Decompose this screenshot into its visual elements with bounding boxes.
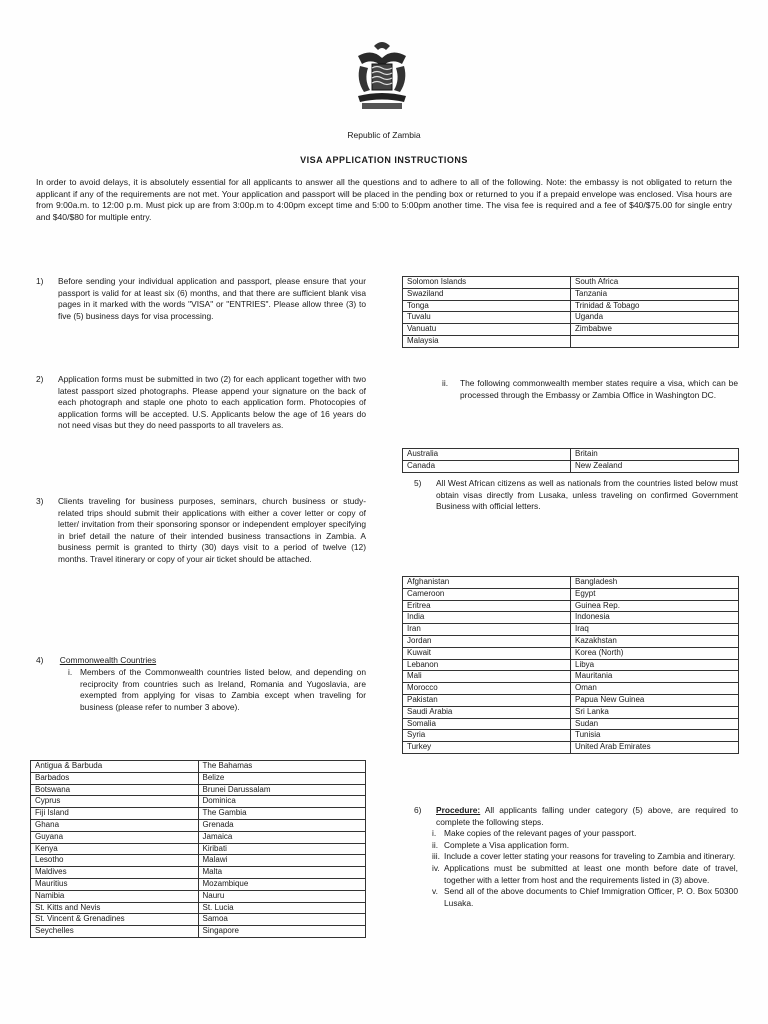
table-row [31,796,366,808]
commonwealth-table-right [402,276,739,348]
table-cell: Barbados [31,772,199,784]
table-row [31,772,366,784]
table-cell: Saudi Arabia [403,706,571,718]
step-number: iv. [432,862,440,873]
table-cell: Papua New Guinea [571,694,739,706]
procedure-text [436,805,738,828]
table-row [31,819,366,831]
table-row [403,277,739,289]
table-cell: Oman [571,683,739,695]
table-cell: Sudan [571,718,739,730]
table-row [31,808,366,820]
table-cell: Zimbabwe [571,324,739,336]
table-cell: Seychelles [31,926,199,938]
table-cell: Kiribati [198,843,366,855]
table-cell: Lesotho [31,855,199,867]
table-cell: South Africa [571,277,739,289]
table-cell: Namibia [31,890,199,902]
table-cell: Kenya [31,843,199,855]
table-cell: Uganda [571,312,739,324]
step-number: v. [432,886,438,897]
commonwealth-table-left [30,760,366,938]
commonwealth-heading: Commonwealth Countries [59,655,157,665]
table-cell: Indonesia [571,612,739,624]
subitem-text: The following commonwealth member states require a visa, which can be processed through the Embassy or Zambia Office in Washington DC. [460,378,738,400]
table-cell: Somalia [403,718,571,730]
step-text: Applications must be submitted at least one month before date of travel, together with a letter from host and the requirements listed in (3) above. [444,862,738,885]
table-cell: Kuwait [403,647,571,659]
table-cell: Dominica [198,796,366,808]
instruction-4-heading [36,655,366,665]
table-row [403,624,739,636]
table-row [31,914,366,926]
table-cell: Jamaica [198,831,366,843]
instruction-text: Before sending your individual application and passport, please ensure that your passport is valid for at least six (6) months, and that there are sufficient blank visa pages in it marked with the words "VISA" or "ENTRIES". Please allow three (3) to five (5) business days for visa processing. [58,276,366,321]
table-cell: Brunei Darussalam [198,784,366,796]
table-cell: Jordan [403,635,571,647]
table-cell: Samoa [198,914,366,926]
table-cell: Tonga [403,300,571,312]
instruction-2 [36,374,366,432]
table-cell: Cyprus [31,796,199,808]
table-cell: Fiji Island [31,808,199,820]
instruction-number: 2) [36,374,44,384]
table-cell: United Arab Emirates [571,742,739,754]
instruction-number: 5) [414,478,422,488]
procedure-intro: All applicants falling under category (5) above, are required to complete the following steps. [436,805,738,827]
commonwealth-visa-required-note [442,378,738,401]
instruction-number: 4) [36,655,44,665]
table-cell: Korea (North) [571,647,739,659]
table-cell: Guinea Rep. [571,600,739,612]
table-cell: St. Vincent & Grenadines [31,914,199,926]
table-cell: India [403,612,571,624]
table-cell: Tuvalu [403,312,571,324]
step-text: Make copies of the relevant pages of your passport. [444,828,637,839]
step-text: Include a cover letter stating your reasons for traveling to Zambia and itinerary. [444,851,736,862]
table-row [403,683,739,695]
instruction-6-procedure [414,805,738,909]
table-cell: Sri Lanka [571,706,739,718]
table-cell: Afghanistan [403,577,571,589]
instruction-number: 1) [36,276,44,286]
table-cell: Canada [403,460,571,472]
table-cell: Maldives [31,867,199,879]
intro-paragraph: In order to avoid delays, it is absolutely essential for all applicants to answer all the questions and to adhere to all of the following. Note: the embassy is not obligated to return the applicant if any of the requirements are not met. Your application and passport will be placed in the pending box or returned to you if a prepaid envelope was enclosed. Visa hours are from 9:00a.m. to 12:00 p.m. Must pick up are from 3:00p.m to 4:00pm except time and 5:00 to 5:00pm another time. The visa fee is required and a fee of $40/$75.00 for single entry and $40/$80 for multiple entry. [36,177,732,222]
instruction-5 [414,478,738,513]
table-cell: Ghana [31,819,199,831]
procedure-step [432,851,738,863]
table-cell: Mali [403,671,571,683]
table-row [403,659,739,671]
instruction-text: Clients traveling for business purposes, seminars, church business or study-related trips should submit their applications with either a cover letter or copy of letter/ invitation from their sponsoring sponsor or independent employer specifying in brief detail the nature of their intended business transactions in Zambia. A business permit is granted to thirty (30) days visit to a period of twelve (12) months. Travel itinerary or copy of your air ticket should be attached. [58,496,366,564]
table-row [403,647,739,659]
table-row [403,730,739,742]
table-cell: Eritrea [403,600,571,612]
procedure-step [432,828,738,840]
table-cell: Pakistan [403,694,571,706]
step-text: Send all of the above documents to Chief Immigration Officer, P. O. Box 50300 Lusaka. [444,886,738,908]
table-cell: Lebanon [403,659,571,671]
instruction-text: All West African citizens as well as nationals from the countries listed below must obtain visas directly from Lusaka, unless traveling on confirmed Government Business with official letters. [436,478,738,512]
table-cell: Solomon Islands [403,277,571,289]
table-cell: Malaysia [403,335,571,347]
table-row [403,671,739,683]
table-row [403,588,739,600]
table-cell: Australia [403,449,571,461]
table-row [31,902,366,914]
table-cell: Morocco [403,683,571,695]
table-cell: Tunisia [571,730,739,742]
table-row [31,926,366,938]
table-cell: Iraq [571,624,739,636]
table-row [403,460,739,472]
visa-required-table [402,448,739,473]
instruction-3 [36,496,366,566]
table-cell: Cameroon [403,588,571,600]
table-cell: The Gambia [198,808,366,820]
subitem-text: Members of the Commonwealth countries listed below, and depending on reciprocity from countries such as Ireland, Romania and Yugoslavia, are exempted from applying for visas to Zambia except when traveling for business (please refer to number 3 above). [80,667,366,712]
table-cell: Malta [198,867,366,879]
table-row [31,761,366,773]
table-cell: Tanzania [571,288,739,300]
procedure-step [432,839,738,852]
instruction-text: Application forms must be submitted in two (2) for each applicant together with two latest passport sized photographs. Please append your signature on the back of each photograph and staple one photo to each application form. Photocopies of application forms will be accepted. U.S. Applicants below the age of 16 years do not need visas but they do need passports to all travelers as. [58,374,366,431]
table-row [403,742,739,754]
table-row [403,706,739,718]
step-text: Complete a Visa application form. [444,839,570,850]
table-cell: Nauru [198,890,366,902]
table-row [403,300,739,312]
lusaka-visa-table [402,576,739,754]
table-cell: Libya [571,659,739,671]
table-cell: Belize [198,772,366,784]
table-cell: Botswana [31,784,199,796]
table-row [31,867,366,879]
table-cell: Turkey [403,742,571,754]
table-cell: Iran [403,624,571,636]
instruction-1 [36,276,366,322]
table-cell: Malawi [198,855,366,867]
subitem-number: ii. [442,378,449,388]
table-row [403,718,739,730]
table-cell: Mauritius [31,878,199,890]
table-row [31,831,366,843]
procedure-step [432,862,738,886]
table-cell: Guyana [31,831,199,843]
table-cell: Britain [571,449,739,461]
table-cell: Syria [403,730,571,742]
step-number: iii. [432,851,440,862]
table-cell: Grenada [198,819,366,831]
table-cell: Bangladesh [571,577,739,589]
step-number: i. [432,828,437,839]
table-cell: Swaziland [403,288,571,300]
table-row [31,890,366,902]
table-row [403,577,739,589]
table-cell: Vanuatu [403,324,571,336]
table-row [403,288,739,300]
page-title: VISA APPLICATION INSTRUCTIONS [300,155,468,165]
table-row [403,324,739,336]
table-row [403,449,739,461]
table-row [31,784,366,796]
table-cell: Mozambique [198,878,366,890]
table-cell: Egypt [571,588,739,600]
procedure-label: Procedure: [436,805,481,815]
table-cell: St. Kitts and Nevis [31,902,199,914]
table-row [31,878,366,890]
subitem-number: i. [68,667,73,677]
table-cell: New Zealand [571,460,739,472]
table-cell [571,335,739,347]
coat-of-arms-emblem [352,40,412,112]
step-number: ii. [432,839,439,850]
table-cell: Antigua & Barbuda [31,761,199,773]
table-row [31,843,366,855]
table-cell: St. Lucia [198,902,366,914]
table-cell: Trinidad & Tobago [571,300,739,312]
table-row [403,694,739,706]
table-row [403,635,739,647]
table-row [403,612,739,624]
table-cell: Mauritania [571,671,739,683]
table-cell: Singapore [198,926,366,938]
table-row [403,312,739,324]
instruction-number: 6) [414,805,422,815]
instruction-4-subitem [58,667,366,713]
table-row [403,600,739,612]
table-cell: The Bahamas [198,761,366,773]
republic-label: Republic of Zambia [347,130,421,140]
table-row [403,335,739,347]
instruction-number: 3) [36,496,44,506]
procedure-step [432,886,738,909]
procedure-steps [414,828,738,909]
table-row [31,855,366,867]
table-cell: Kazakhstan [571,635,739,647]
